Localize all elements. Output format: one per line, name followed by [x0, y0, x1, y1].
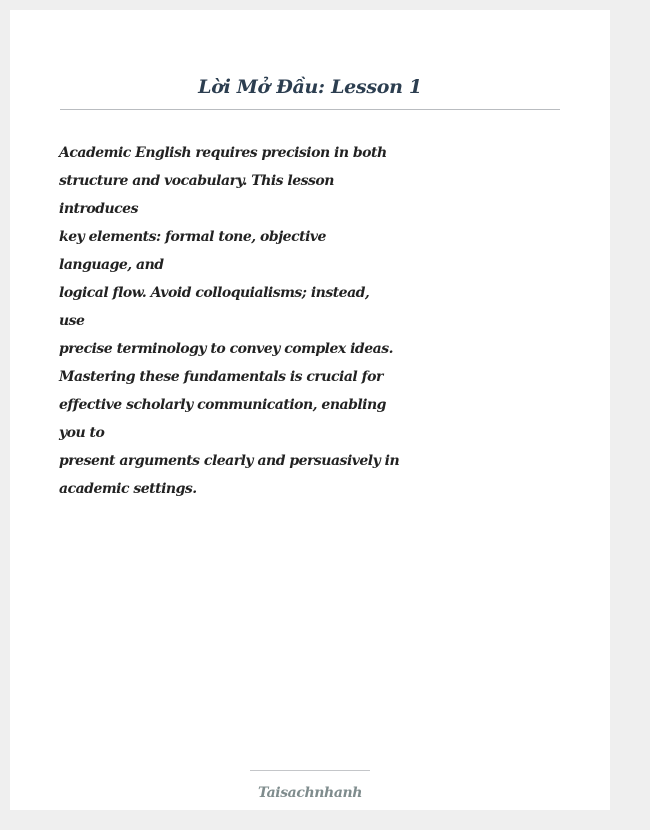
body-line: academic settings. [59, 481, 197, 497]
page-title: Lời Mở Đầu: Lesson 1 [198, 76, 422, 98]
footer-text: Taisachnhanh [257, 785, 363, 801]
body-line: language, and [59, 257, 164, 273]
body-line: you to [59, 425, 105, 441]
body-line: logical flow. Avoid colloquialisms; instead, [59, 285, 370, 301]
body-line: effective scholarly communication, enabling [59, 397, 386, 413]
body-line: present arguments clearly and persuasively in [59, 453, 400, 469]
body-line: use [59, 313, 85, 329]
body-line: key elements: formal tone, objective [59, 229, 326, 245]
body-line: precise terminology to convey complex ideas. [59, 341, 393, 357]
body-line: Mastering these fundamentals is crucial for [59, 369, 383, 385]
body-line: Academic English requires precision in both [59, 145, 387, 161]
footer-divider [250, 770, 370, 771]
body-line: structure and vocabulary. This lesson [59, 173, 334, 189]
title-divider [60, 109, 560, 110]
body-line: introduces [59, 201, 138, 217]
body-paragraph [59, 139, 400, 503]
document-page [10, 10, 610, 810]
